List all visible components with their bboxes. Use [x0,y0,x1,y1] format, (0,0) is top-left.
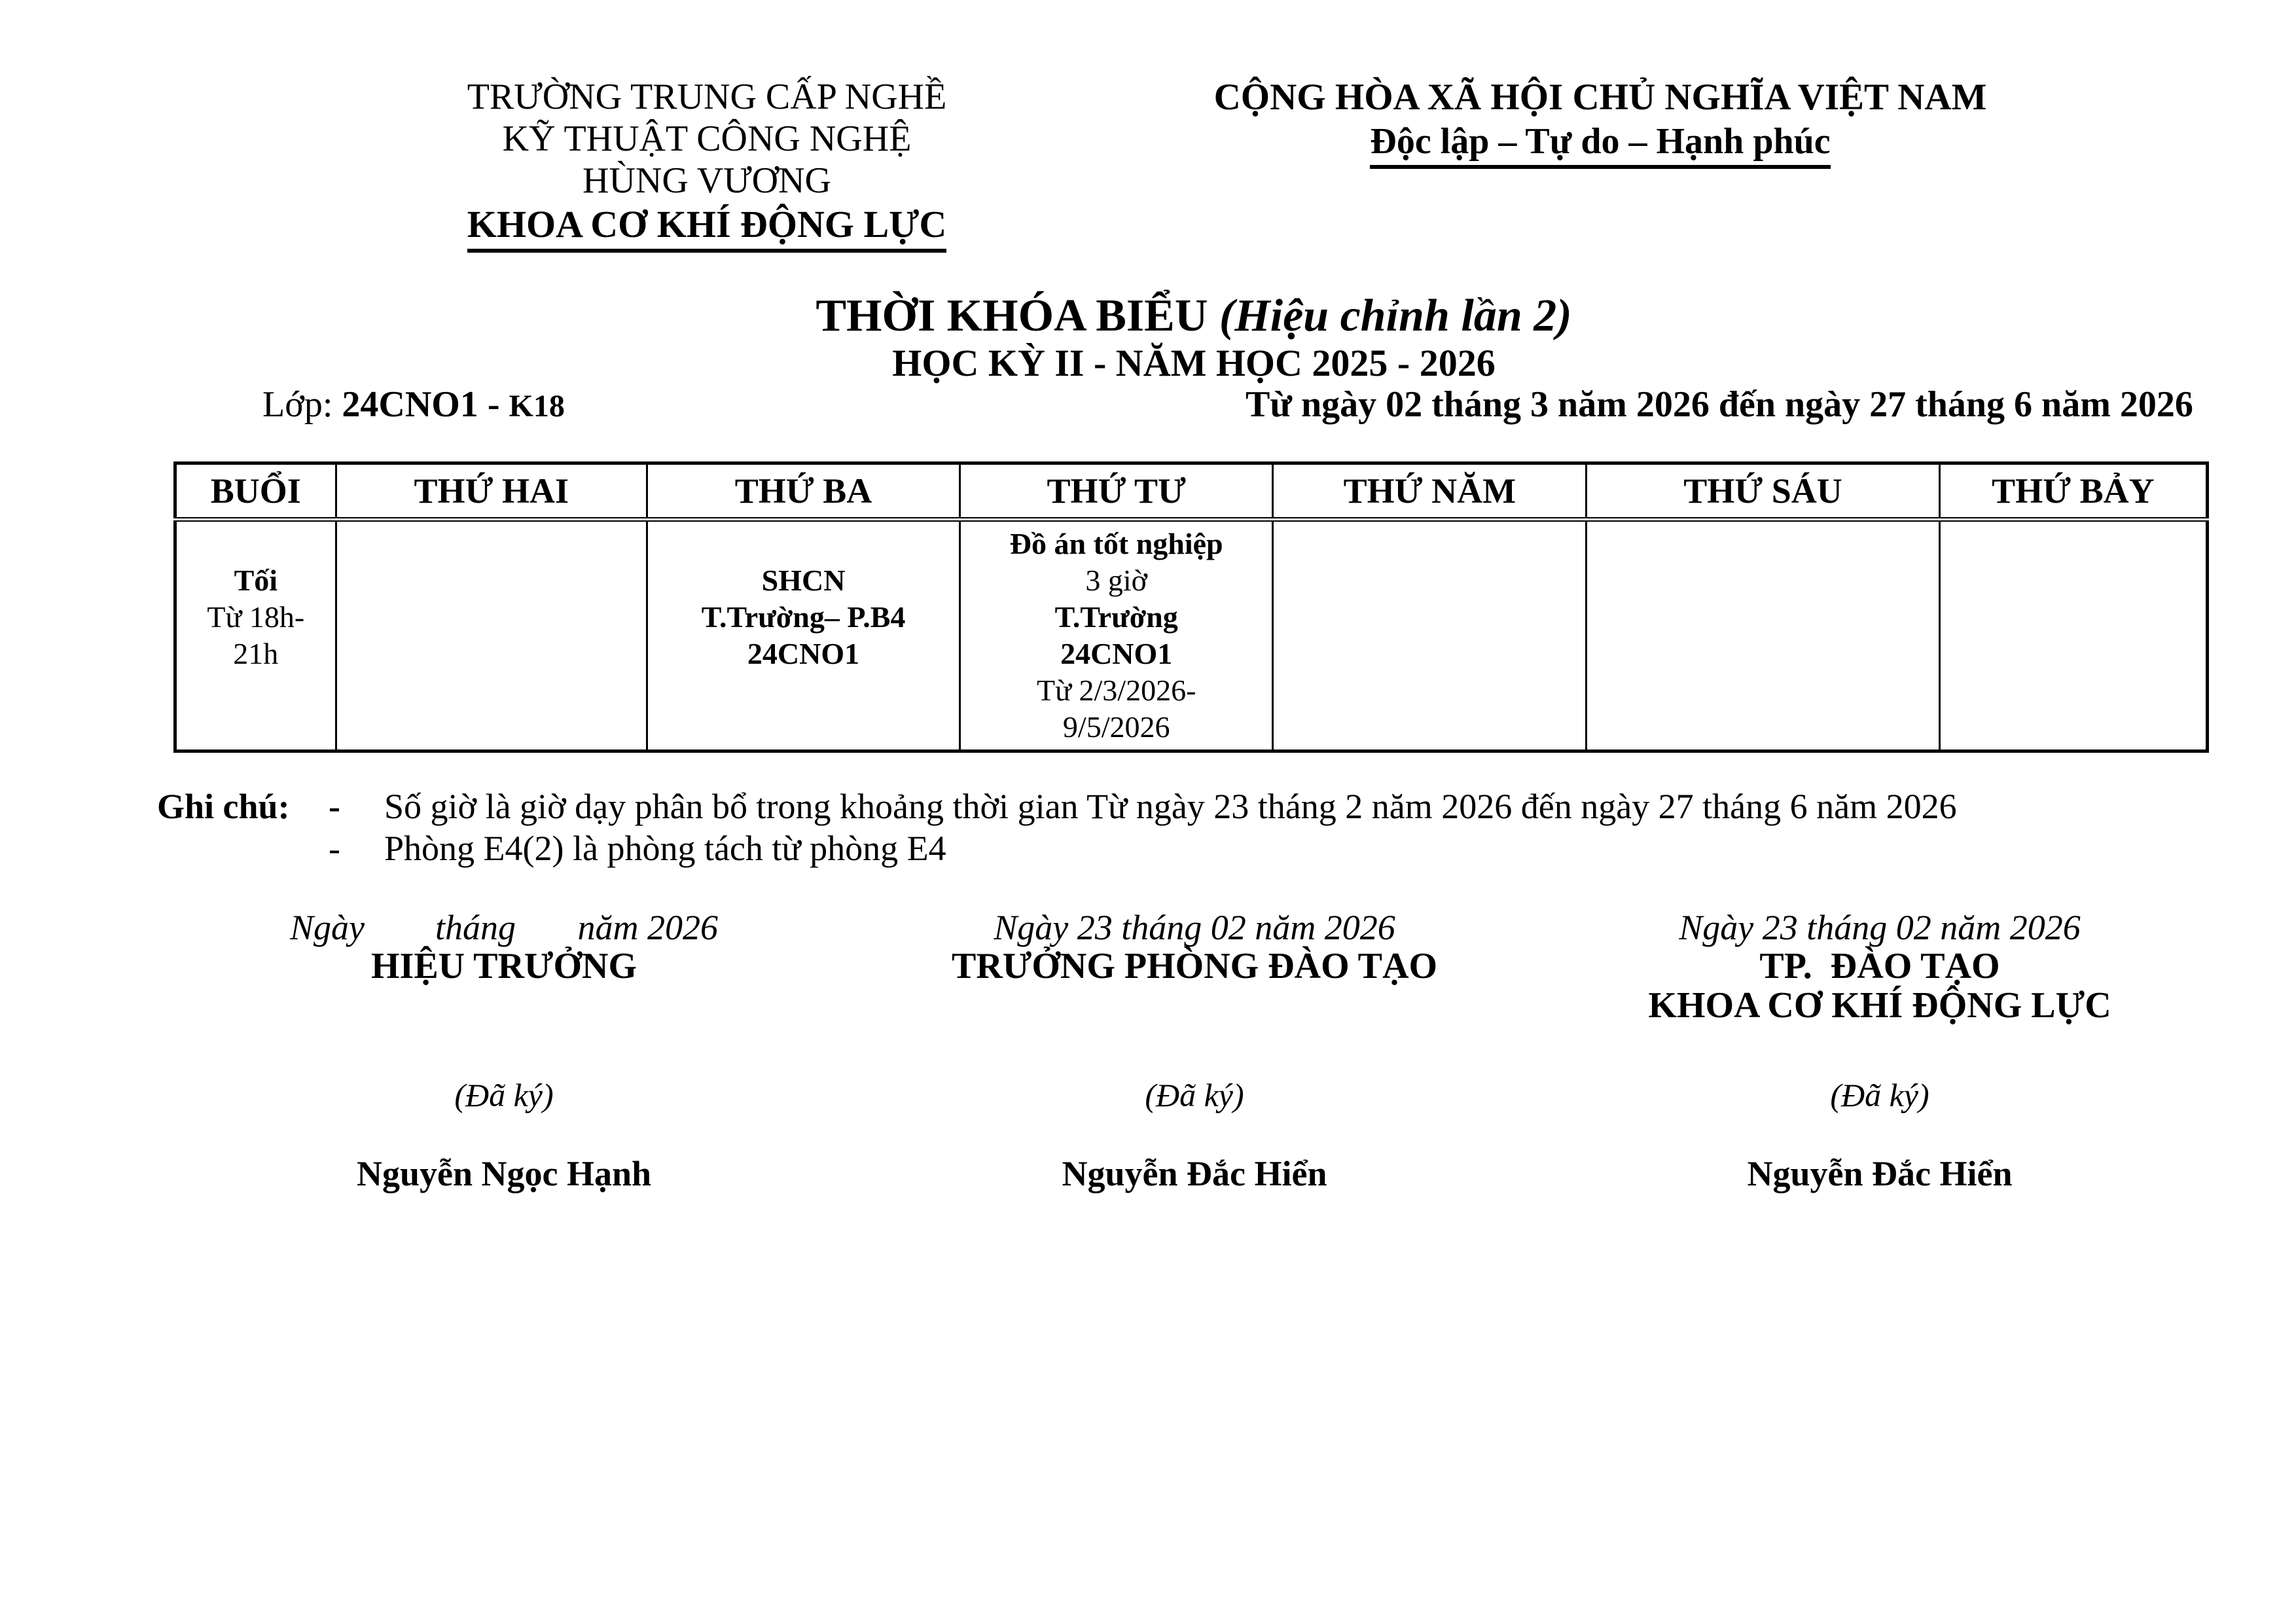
title-main-text: THỜI KHÓA BIỂU [816,291,1208,341]
column-header-friday: THỨ SÁU [1587,463,1939,520]
class-cohort: K18 [509,389,565,424]
signed-annotation-3: (Đã ký) [1830,1077,1929,1113]
title-revision-text: (Hiệu chỉnh lần 2) [1208,291,1572,341]
note-text-2: Phòng E4(2) là phòng tách từ phòng E4 [384,829,946,868]
notes-label: Ghi chú: [157,787,290,826]
note-item-2 [157,829,2186,868]
note-text-1: Số giờ là giờ dạy phân bổ trong khoảng thời gian Từ ngày 23 tháng 2 năm 2026 đến ngày 27 tháng 6 năm 2026 [384,787,1957,826]
school-name-line1: TRƯỜNG TRUNG CẤP NGHỀ [467,77,947,117]
document-title [92,291,2296,342]
wednesday-subject: Đồ án tốt nghiệp [1009,527,1223,560]
signature-role-principal: HIỆU TRƯỞNG [370,946,637,986]
department-name [281,202,1132,253]
signature-principal [177,909,831,1236]
national-title: CỘNG HÒA XÃ HỘI CHỦ NGHĨA VIỆT NAM [1213,77,1987,118]
schedule-cell-saturday [1939,520,2207,751]
document-title-block [0,291,2296,385]
blank-line [648,526,959,562]
session-cell [175,520,336,751]
tuesday-class: 24CNO1 [747,637,860,670]
schedule-cell-friday [1587,520,1939,751]
timetable [173,461,2209,753]
timetable-evening-row [175,520,2208,751]
national-header [1158,76,2042,169]
wednesday-period-end: 9/5/2026 [1062,710,1170,744]
signer-name-2: Nguyễn Đắc Hiển [1062,1154,1327,1193]
note-item-1 [157,787,2186,826]
column-header-saturday: THỨ BẢY [1939,463,2207,520]
wednesday-hours: 3 giờ [1085,564,1147,597]
session-name: Tối [234,564,278,597]
class-label: Lớp: [262,384,342,425]
school-name-line3: HÙNG VƯƠNG [583,160,831,201]
column-header-wednesday: THỨ TƯ [960,463,1273,520]
document-subtitle: HỌC KỲ II - NĂM HỌC 2025 - 2026 [892,342,1496,384]
signer-name-3: Nguyễn Đắc Hiển [1747,1154,2013,1193]
wednesday-teacher: T.Trường [1054,600,1178,634]
tuesday-teacher-room: T.Trường– P.B4 [701,600,906,634]
class-value: 24CNO1 - [342,384,509,425]
signer-name-1: Nguyễn Ngọc Hạnh [356,1154,652,1193]
schedule-cell-monday [336,520,647,751]
blank-line [177,526,335,562]
class-info [262,384,565,427]
signature-role-faculty-line2: KHOA CƠ KHÍ ĐỘNG LỰC [1648,985,2111,1026]
signature-training-office [867,909,1522,1236]
tuesday-subject: SHCN [761,564,846,597]
school-header [281,76,1132,253]
column-header-session: BUỔI [175,463,336,520]
semester-date-range: Từ ngày 02 tháng 3 năm 2026 đến ngày 27 tháng 6 năm 2026 [1246,384,2193,425]
signature-date-2: Ngày 23 tháng 02 năm 2026 [994,908,1395,947]
wednesday-period-start: Từ 2/3/2026- [1036,674,1196,707]
session-time-start: Từ 18h- [207,600,305,634]
signature-date-3: Ngày 23 tháng 02 năm 2026 [1679,908,2081,947]
signature-date-1: Ngày tháng năm 2026 [290,908,718,947]
schedule-cell-wednesday [960,520,1273,751]
signed-annotation-1: (Đã ký) [454,1077,554,1113]
department-name-text: KHOA CƠ KHÍ ĐỘNG LỰC [467,202,947,253]
national-motto [1158,119,2042,169]
column-header-monday: THỨ HAI [336,463,647,520]
signed-annotation-2: (Đã ký) [1145,1077,1244,1113]
schedule-cell-tuesday [647,520,960,751]
signature-faculty [1552,909,2207,1236]
schedule-cell-thursday [1273,520,1587,751]
signature-role-training-head: TRƯỞNG PHÒNG ĐÀO TẠO [951,946,1438,986]
note-dash: - [329,787,340,826]
signature-role-faculty-line1: TP. ĐÀO TẠO [1759,946,2000,986]
note-dash: - [329,829,340,868]
national-motto-text: Độc lập – Tự do – Hạnh phúc [1370,119,1830,169]
wednesday-class: 24CNO1 [1060,637,1173,670]
column-header-tuesday: THỨ BA [647,463,960,520]
timetable-header-row [175,463,2208,520]
session-time-end: 21h [233,637,279,670]
notes-section [157,787,2186,868]
school-name-line2: KỸ THUẬT CÔNG NGHỆ [502,118,912,159]
column-header-thursday: THỨ NĂM [1273,463,1587,520]
